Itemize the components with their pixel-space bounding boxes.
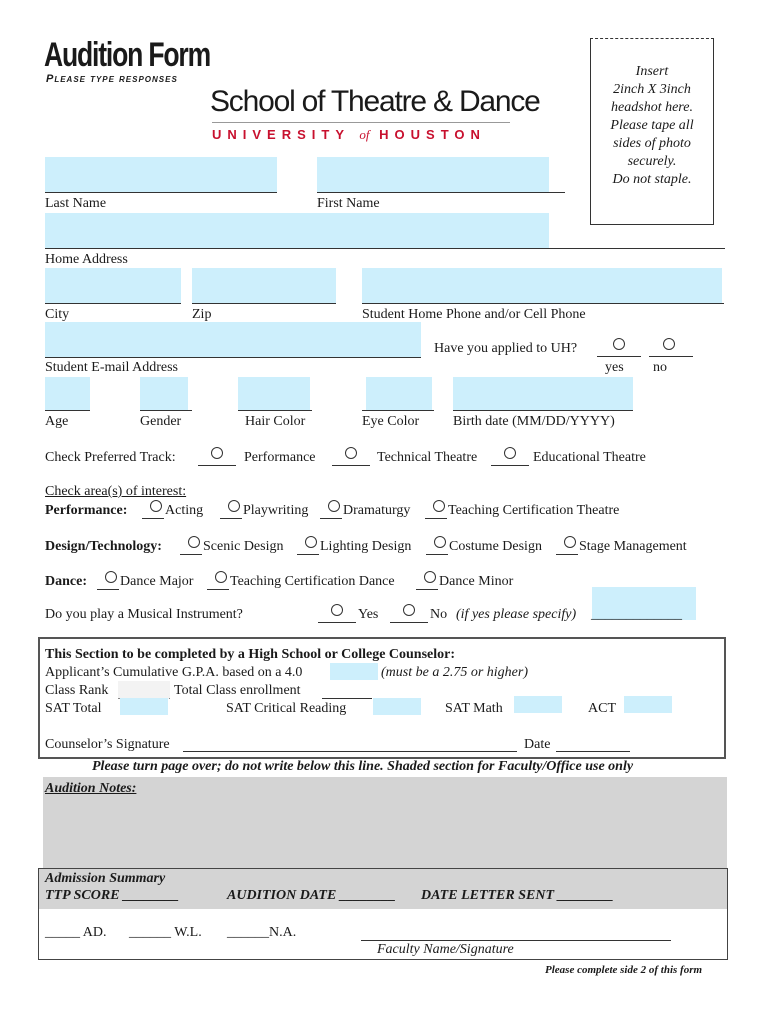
photo-text: securely. [627, 154, 677, 169]
applied-no-line [649, 356, 693, 357]
dramaturgy-label: Dramaturgy [343, 503, 411, 518]
eye-color-label: Eye Color [362, 414, 420, 429]
form-subtitle: Please type responses [46, 73, 178, 85]
city-line [45, 303, 181, 304]
houston-text: HOUSTON [379, 127, 486, 142]
city-field[interactable] [45, 268, 181, 303]
total-enrollment-line [322, 698, 372, 699]
instrument-specify-label: (if yes please specify) [456, 607, 577, 622]
track-educational-radio[interactable] [504, 447, 516, 459]
dance-minor-line [416, 589, 438, 590]
playwriting-label: Playwriting [243, 503, 309, 518]
of-text: of [359, 127, 370, 142]
track-technical-radio[interactable] [345, 447, 357, 459]
costume-label: Costume Design [449, 539, 542, 554]
sat-total-field[interactable] [120, 698, 168, 715]
faculty-signature-label: Faculty Name/Signature [377, 942, 514, 957]
photo-text: 2inch X 3inch [613, 82, 691, 97]
footer-note: Please complete side 2 of this form [545, 964, 703, 976]
dramaturgy-line [320, 518, 342, 519]
dance-minor-label: Dance Minor [439, 574, 514, 589]
date-letter-label: DATE LETTER SENT ________ [421, 888, 614, 903]
teaching-dance-radio[interactable] [215, 571, 227, 583]
applied-no-radio[interactable] [663, 338, 675, 350]
age-line [45, 410, 90, 411]
instrument-question: Do you play a Musical Instrument? [45, 607, 243, 622]
interest-heading: Check area(s) of interest: [45, 484, 187, 499]
school-name: School of Theatre & Dance [210, 85, 540, 118]
sat-reading-field[interactable] [373, 698, 421, 715]
photo-text: Do not staple. [612, 172, 692, 187]
counselor-heading: This Section to be completed by a High School or College Counselor: [45, 647, 456, 662]
track-performance-radio[interactable] [211, 447, 223, 459]
header-rule [212, 122, 510, 123]
track-educational-line [491, 465, 529, 466]
first-name-label: First Name [317, 196, 380, 211]
email-field[interactable] [45, 322, 421, 357]
teaching-dance-line [207, 589, 229, 590]
track-performance-line [198, 465, 236, 466]
phone-label: Student Home Phone and/or Cell Phone [362, 307, 586, 322]
applied-yes-label: yes [605, 360, 624, 375]
phone-line [362, 303, 724, 304]
photo-text: sides of photo [613, 136, 691, 151]
email-line [45, 357, 421, 358]
counselor-date-line [556, 751, 630, 752]
acting-radio[interactable] [150, 500, 162, 512]
instrument-yes-radio[interactable] [331, 604, 343, 616]
birth-date-line [453, 410, 633, 411]
first-name-line [317, 192, 565, 193]
eye-color-field[interactable] [366, 377, 432, 410]
photo-box [590, 38, 714, 225]
gender-field[interactable] [140, 377, 188, 410]
dramaturgy-radio[interactable] [328, 500, 340, 512]
ttp-score-label: TTP SCORE ________ [45, 888, 180, 903]
home-address-label: Home Address [45, 252, 128, 267]
admission-summary-label: Admission Summary [45, 871, 166, 886]
applied-yes-line [597, 356, 641, 357]
sat-math-field[interactable] [514, 696, 562, 713]
instrument-no-label: No [430, 607, 448, 622]
faculty-signature-line [361, 940, 671, 941]
gender-label: Gender [140, 414, 182, 429]
zip-field[interactable] [192, 268, 336, 303]
counselor-date-label: Date [524, 737, 551, 752]
total-enrollment-label: Total Class enrollment [174, 683, 301, 698]
gpa-note: (must be a 2.75 or higher) [381, 665, 528, 680]
age-field[interactable] [45, 377, 90, 410]
na-label: ______N.A. [227, 925, 297, 940]
university-wordmark [212, 127, 510, 145]
instrument-no-radio[interactable] [403, 604, 415, 616]
instrument-no-line [390, 622, 428, 623]
lighting-line [297, 554, 319, 555]
lighting-radio[interactable] [305, 536, 317, 548]
track-technical-line [332, 465, 370, 466]
teaching-theatre-label: Teaching Certification Theatre [448, 503, 620, 518]
acting-line [142, 518, 164, 519]
gpa-label: Applicant’s Cumulative G.P.A. based on a 4.0 [45, 665, 303, 680]
age-label: Age [45, 414, 69, 429]
instrument-yes-label: Yes [358, 607, 379, 622]
university-text: UNIVERSITY [212, 127, 350, 142]
hair-color-label: Hair Color [245, 414, 306, 429]
teaching-theatre-radio[interactable] [433, 500, 445, 512]
email-label: Student E-mail Address [45, 360, 178, 375]
last-name-label: Last Name [45, 196, 107, 211]
hair-color-line [238, 410, 312, 411]
teaching-theatre-line [425, 518, 447, 519]
audition-notes-area [43, 777, 727, 869]
class-rank-label: Class Rank [45, 683, 109, 698]
zip-label: Zip [192, 307, 212, 322]
counselor-signature-line [183, 751, 517, 752]
costume-radio[interactable] [434, 536, 446, 548]
track-technical-label: Technical Theatre [377, 450, 478, 465]
performance-label: Performance: [45, 503, 128, 518]
counselor-signature-label: Counselor’s Signature [45, 737, 170, 752]
phone-field[interactable] [362, 268, 722, 303]
stage-management-label: Stage Management [579, 539, 687, 554]
zip-line [192, 303, 336, 304]
birth-date-field[interactable] [453, 377, 633, 410]
city-label: City [45, 307, 70, 322]
last-name-field[interactable] [45, 157, 277, 192]
form-title: Audition Form [44, 36, 210, 74]
dance-major-line [97, 589, 119, 590]
stage-management-radio[interactable] [564, 536, 576, 548]
first-name-field[interactable] [317, 157, 549, 192]
track-label: Check Preferred Track: [45, 450, 176, 465]
gpa-field[interactable] [330, 663, 378, 680]
act-label: ACT [588, 701, 616, 716]
sat-reading-label: SAT Critical Reading [226, 701, 347, 716]
last-name-line [45, 192, 277, 193]
sat-total-label: SAT Total [45, 701, 102, 716]
dance-major-radio[interactable] [105, 571, 117, 583]
playwriting-line [220, 518, 242, 519]
applied-question: Have you applied to UH? [434, 341, 578, 356]
photo-text: headshot here. [611, 100, 693, 115]
sat-math-label: SAT Math [445, 701, 503, 716]
scenic-label: Scenic Design [203, 539, 284, 554]
photo-text: Insert [635, 64, 669, 79]
playwriting-radio[interactable] [228, 500, 240, 512]
scenic-radio[interactable] [188, 536, 200, 548]
home-address-field[interactable] [45, 213, 549, 248]
audition-date-label: AUDITION DATE ________ [227, 888, 396, 903]
dance-major-label: Dance Major [120, 574, 194, 589]
birth-date-label: Birth date (MM/DD/YYYY) [453, 414, 615, 429]
instrument-yes-line [318, 622, 356, 623]
photo-text: Please tape all [610, 118, 694, 133]
costume-line [426, 554, 448, 555]
scenic-line [180, 554, 202, 555]
applied-no-label: no [653, 360, 667, 375]
acting-label: Acting [165, 503, 204, 518]
stage-management-line [556, 554, 578, 555]
track-performance-label: Performance [244, 450, 316, 465]
teaching-dance-label: Teaching Certification Dance [230, 574, 395, 589]
office-notice: Please turn page over; do not write below this line. Shaded section for Faculty/Office use only [92, 759, 634, 774]
instrument-specify-line: _____________ [591, 607, 682, 622]
home-address-line [45, 248, 725, 249]
ad-label: _____ AD. [45, 925, 107, 940]
eye-color-line [362, 410, 434, 411]
dance-label: Dance: [45, 574, 87, 589]
gender-line [140, 410, 192, 411]
wl-label: ______ W.L. [129, 925, 202, 940]
act-field[interactable] [624, 696, 672, 713]
dance-minor-radio[interactable] [424, 571, 436, 583]
lighting-label: Lighting Design [320, 539, 412, 554]
design-label: Design/Technology: [45, 539, 162, 554]
audition-notes-label: Audition Notes: [45, 781, 137, 796]
class-rank-field[interactable] [118, 681, 170, 699]
applied-yes-radio[interactable] [613, 338, 625, 350]
track-educational-label: Educational Theatre [533, 450, 646, 465]
hair-color-field[interactable] [238, 377, 310, 410]
